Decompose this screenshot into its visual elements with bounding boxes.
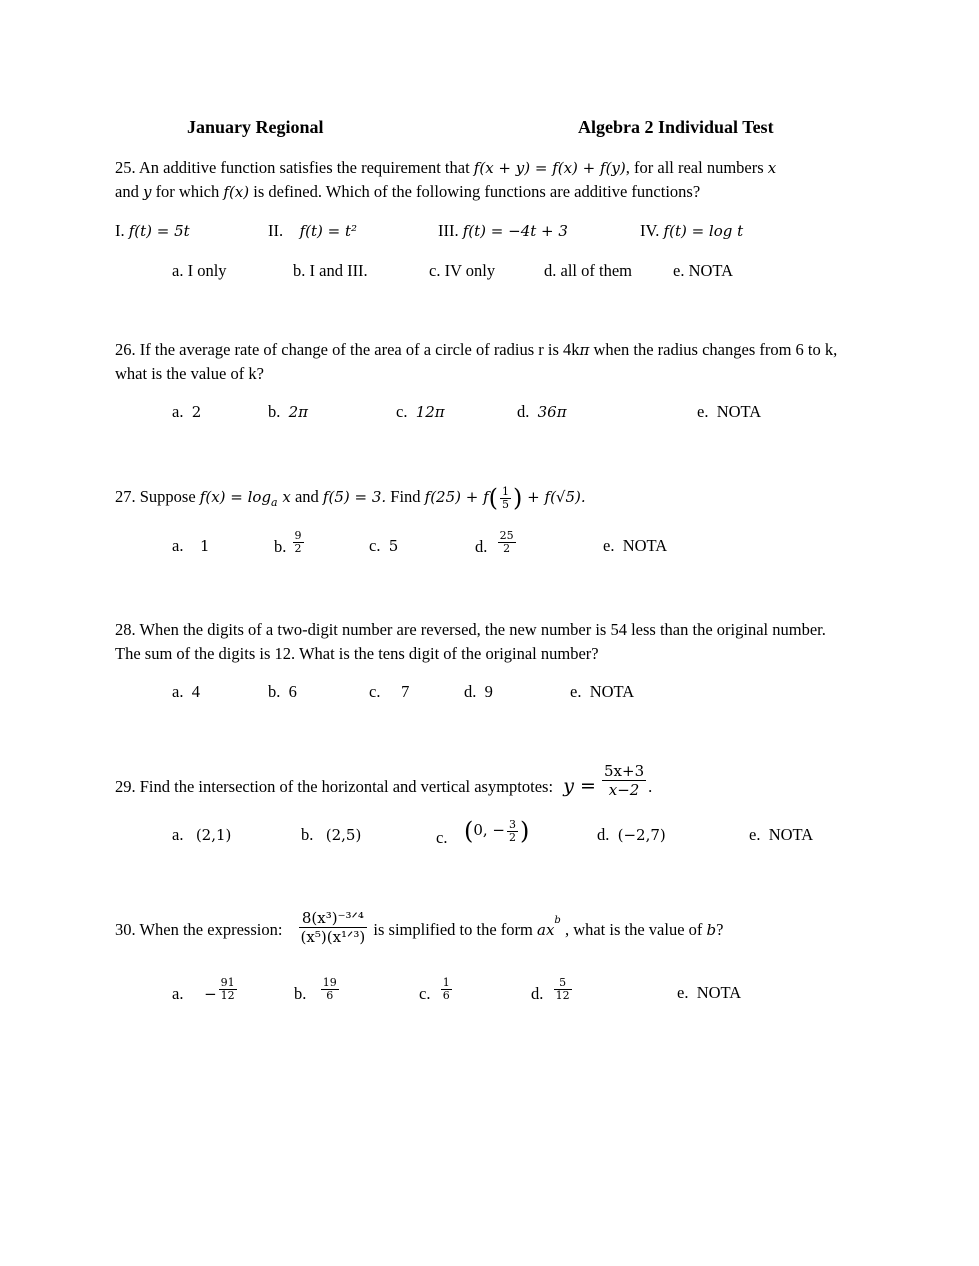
choice-a: a. 2 (172, 402, 202, 421)
choice-b: b. $\frac{9}{2}$ (274, 529, 302, 557)
asymptote-fraction: $\frac{5x+3}{x-2}$ (604, 762, 645, 799)
choice-d: d. $\frac{25}{2}$ (475, 529, 514, 557)
choice-a: a. 1 (172, 536, 210, 555)
choice-b: b. (2,5) (301, 825, 362, 844)
choice-e: e. NOTA (570, 682, 635, 701)
option-IV: IV. f(t) = log t (640, 221, 744, 240)
choice-d: d. 36π (517, 402, 567, 421)
option-I: I. f(t) = 5t (115, 221, 190, 240)
option-III: III. f(t) = −4t + 3 (438, 221, 568, 240)
option-II: II. f(t) = t² (268, 221, 358, 240)
choice-d: d. $\frac{5}{12}$ (531, 976, 570, 1004)
choice-b: b. 6 (268, 682, 297, 701)
choice-b: b. 2π (268, 402, 309, 421)
fraction-one-fifth: $\frac{1}{5}$ (502, 484, 510, 511)
question-29-text: 29. Find the intersection of the horizontal and vertical asymptotes: y = $\frac{5x+3}{x-2}$ . (115, 762, 653, 799)
choice-e: e. NOTA (749, 825, 814, 844)
header-test-title: Algebra 2 Individual Test (578, 117, 774, 137)
choice-c: c. IV only (429, 261, 496, 280)
choice-c: c. 5 (369, 536, 399, 555)
question-27-text: 27. Suppose $f(x) = \log_a x$ and f(5) = 3. Find f(25) + f( $\frac{1}{5}$ ) + f(√5). (115, 484, 586, 512)
choice-a: a. 4 (172, 682, 200, 701)
choice-d: d. (−2,7) (597, 825, 666, 844)
question-26-text: 26. If the average rate of change of the area of a circle of radius r is 4kπ when the radius changes from 6 to k, what is the value of k? (115, 340, 838, 383)
choice-e: e. NOTA (677, 983, 742, 1002)
choice-c: c. 7 (369, 682, 410, 701)
question-30-text: 30. When the expression: $\frac{\text{8(x³)⁻³ᐟ⁴}}{\text{(x⁵)(x¹ᐟ³)}}$ is simplified to the form $ax^b$ , what is the value of b? (115, 909, 724, 946)
choice-d: d. all of them (544, 261, 632, 280)
choice-d: d. 9 (464, 682, 493, 701)
choice-e: e. NOTA (697, 402, 762, 421)
choice-b: b. I and III. (293, 261, 368, 280)
choice-a: a. (2,1) (172, 825, 232, 844)
header-regional: January Regional (187, 117, 324, 137)
expression-fraction: $\frac{\text{8(x³)⁻³ᐟ⁴}}{\text{(x⁵)(x¹ᐟ³)}}$ (300, 909, 366, 946)
choice-c: c. 12π (396, 402, 445, 421)
question-28-text: 28. When the digits of a two-digit number are reversed, the new number is 54 less than the original number. The sum of the digits is 12. What is the tens digit of the original number? (115, 620, 826, 663)
choice-c: c. (0, − $\frac{3}{2}$ ) (436, 817, 530, 847)
choice-e: e. NOTA (603, 536, 668, 555)
choice-e: e. NOTA (673, 261, 734, 280)
choice-b: b. $\frac{19}{6}$ (294, 976, 337, 1004)
choice-c: c. $\frac{1}{6}$ (419, 976, 450, 1004)
question-25-text: 25. An additive function satisfies the requirement that f(x + y) = f(x) + f(y), for all real numbers x and y for which f(x) is defined. Which of the following functions are additive functions? (115, 158, 777, 201)
choice-a: a. − $\frac{91}{12}$ (172, 976, 235, 1004)
choice-a: a. I only (172, 261, 227, 280)
